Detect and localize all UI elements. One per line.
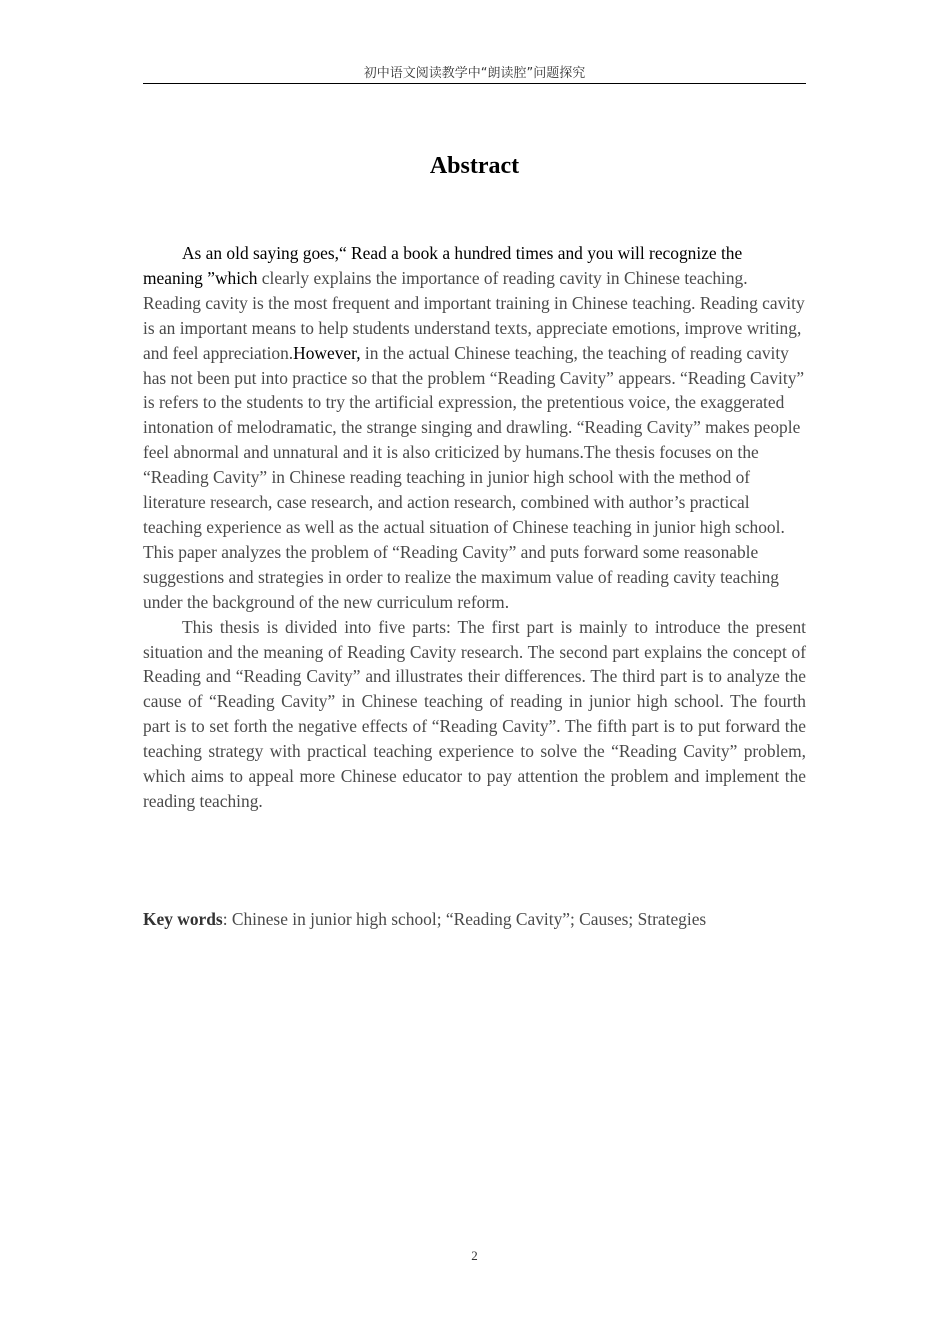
running-header: 初中语文阅读教学中“朗读腔”问题探究 xyxy=(363,66,586,81)
paragraph-1-middle: clearly explains the importance of reading cavity in Chinese teaching. Reading cavity is the most frequent and important training in Chinese teaching. Reading cavity is an important means to help students understand texts, appreciate emotions, improve writing, and feel appreciation. xyxy=(143,267,805,363)
keywords-separator: : xyxy=(222,909,232,929)
paragraph-1-rest: in the actual Chinese teaching, the teaching of reading cavity has not been put into practice so that the problem “Reading Cavity” appears. “Reading Cavity” is refers to the students to try the artificial expression, the pretentious voice, the exaggerated intonation of melodramatic, the strange singing and drawling. “Reading Cavity” makes people feel abnormal and unnatural and it is also criticized by humans.The thesis focuses on the “Reading Cavity” in Chinese reading teaching in junior high school with the method of literature research, case research, and action research, combined with author’s practical teaching experience as well as the actual situation of Chinese teaching in junior high school. This paper analyzes the problem of “Reading Cavity” and puts forward some reasonable suggestions and strategies in order to realize the maximum value of reading cavity teaching under the background of the new curriculum reform. xyxy=(143,342,805,612)
keywords-label: Key words xyxy=(143,909,223,929)
page-number: 2 xyxy=(471,1248,478,1263)
keywords-line xyxy=(143,907,806,932)
however-word: However, xyxy=(293,342,361,363)
page-title: Abstract xyxy=(429,153,520,179)
abstract-paragraph-2: This thesis is divided into five parts: The first part is mainly to introduce the present situation and the meaning of Reading Cavity research. The second part explains the concept of Reading and “Reading Cavity” and illustrates their differences. The third part is to analyze the cause of “Reading Cavity” in Chinese teaching of reading in junior high school. The fourth part is to set forth the negative effects of “Reading Cavity”. The fifth part is to put forward the teaching strategy with practical teaching experience to solve the “Reading Cavity” problem, which aims to appeal more Chinese educator to pay attention the problem and implement the reading teaching. xyxy=(143,616,806,811)
abstract-paragraph-1 xyxy=(143,241,806,615)
abstract-body xyxy=(143,241,806,814)
header-rule xyxy=(143,83,806,84)
opening-quote-sentence: As an old saying goes,“ Read a book a hundred times and you will recognize the meaning ”which xyxy=(143,243,743,288)
keywords-value: Chinese in junior high school; “Reading Cavity”; Causes; Strategies xyxy=(231,909,707,929)
